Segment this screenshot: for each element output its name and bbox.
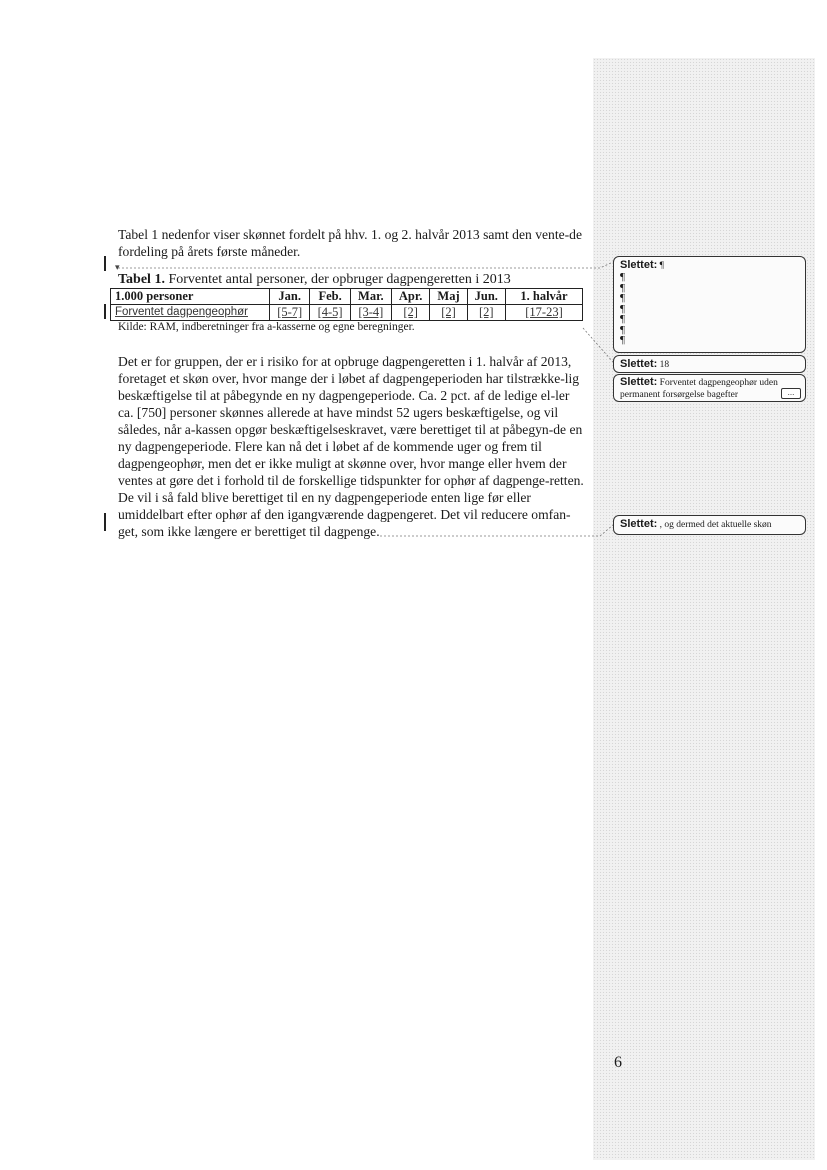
- table-header: 1.000 personer: [111, 289, 270, 305]
- pilcrow-line: ¶: [620, 334, 625, 346]
- deletion-balloon[interactable]: [613, 355, 806, 373]
- table-cell: [2]: [430, 305, 467, 321]
- anchor-mark: ▾: [115, 262, 120, 272]
- page-number: 6: [614, 1054, 622, 1071]
- pilcrow-line: ¶: [620, 281, 625, 294]
- table-header: Mar.: [350, 289, 391, 305]
- balloon-label: Slettet:: [620, 358, 658, 370]
- data-table: [110, 288, 583, 321]
- balloon-text: 18: [657, 360, 670, 370]
- table-header: Jan.: [270, 289, 310, 305]
- pilcrow-line: ¶: [620, 323, 625, 336]
- table-header: Apr.: [391, 289, 430, 305]
- balloon-label: Slettet:: [620, 259, 658, 271]
- balloon-pilcrow-list: [620, 272, 799, 346]
- change-bar: [104, 256, 106, 271]
- table-row: [111, 305, 583, 321]
- table-header: 1. halvår: [506, 289, 583, 305]
- pilcrow-line: ¶: [620, 302, 625, 315]
- paragraph-intro: Tabel 1 nedenfor viser skønnet fordelt på hhv. 1. og 2. halvår 2013 samt den vente-de fordeling på årets første måneder.: [118, 227, 582, 259]
- caption-label: Tabel 1.: [118, 272, 165, 287]
- pilcrow-line: ¶: [620, 271, 625, 283]
- table-cell: [2]: [467, 305, 505, 321]
- caption-text: Forventet antal personer, der opbruger dagpengeretten i 2013: [164, 272, 511, 287]
- table-caption: [118, 271, 511, 288]
- connector-line-1: [118, 262, 613, 268]
- deletion-balloon[interactable]: [613, 256, 806, 353]
- table-header-row: [111, 289, 583, 305]
- pilcrow-line: ¶: [620, 313, 625, 325]
- table-cell: [4-5]: [310, 305, 350, 321]
- deletion-balloon[interactable]: [613, 515, 806, 535]
- balloon-label: Slettet:: [620, 376, 658, 388]
- table-cell: [17-23]: [506, 305, 583, 321]
- change-bar: [104, 304, 106, 319]
- table-source: Kilde: RAM, indberetninger fra a-kasserne og egne beregninger.: [118, 321, 415, 333]
- table-cell: [2]: [391, 305, 430, 321]
- balloon-text: , og dermed det aktuelle skøn: [657, 520, 772, 530]
- change-bar: [104, 513, 106, 531]
- balloon-label: Slettet:: [620, 518, 658, 530]
- balloon-text: Forventet dagpengeophør uden permanent forsørgelse bagefter: [620, 378, 778, 400]
- pilcrow-line: ¶: [620, 292, 625, 304]
- deletion-balloon[interactable]: [613, 374, 806, 402]
- table-header: Jun.: [467, 289, 505, 305]
- table-header: Feb.: [310, 289, 350, 305]
- table-cell: [3-4]: [350, 305, 391, 321]
- expand-balloon-button[interactable]: ...: [781, 388, 801, 399]
- table-header: Maj: [430, 289, 467, 305]
- balloon-text: ¶: [657, 261, 664, 271]
- table-cell: [5-7]: [270, 305, 310, 321]
- paragraph-main: Det er for gruppen, der er i risiko for at opbruge dagpengeretten i 1. halvår af 2013, foretaget et skøn over, hvor mange der i løbet af dagpengeperioden har tilstrække-lig beskæftigelse til at påbegynde en ny dagpengeperiode. Ca. 2 pct. af de ledige el-ler ca. [750] personer skønnes allerede at have mindst 52 ugers beskæftigelse, og vil således, når a-kassen opgør beskæftigelseskravet, være berettiget til at påbegyn-de en ny dagpengeperiode. Flere kan nå det i løbet af de kommende uger og frem til dagpengeophør, men det er ikke muligt at skønne over, hvor mange eller hvem der ventes at gøre det i forhold til de forskellige tidspunkter for ophør af dagpenge-retten. De vil i så fald blive berettiget til en ny dagpengeperiode enten lige før eller umiddelbart efter ophør af den igangværende dagpengeret. Det vil reducere omfan-get, som ikke længere er berettiget til dagpenge.: [118, 354, 584, 539]
- table-cell: Forventet dagpengeophør: [111, 305, 270, 321]
